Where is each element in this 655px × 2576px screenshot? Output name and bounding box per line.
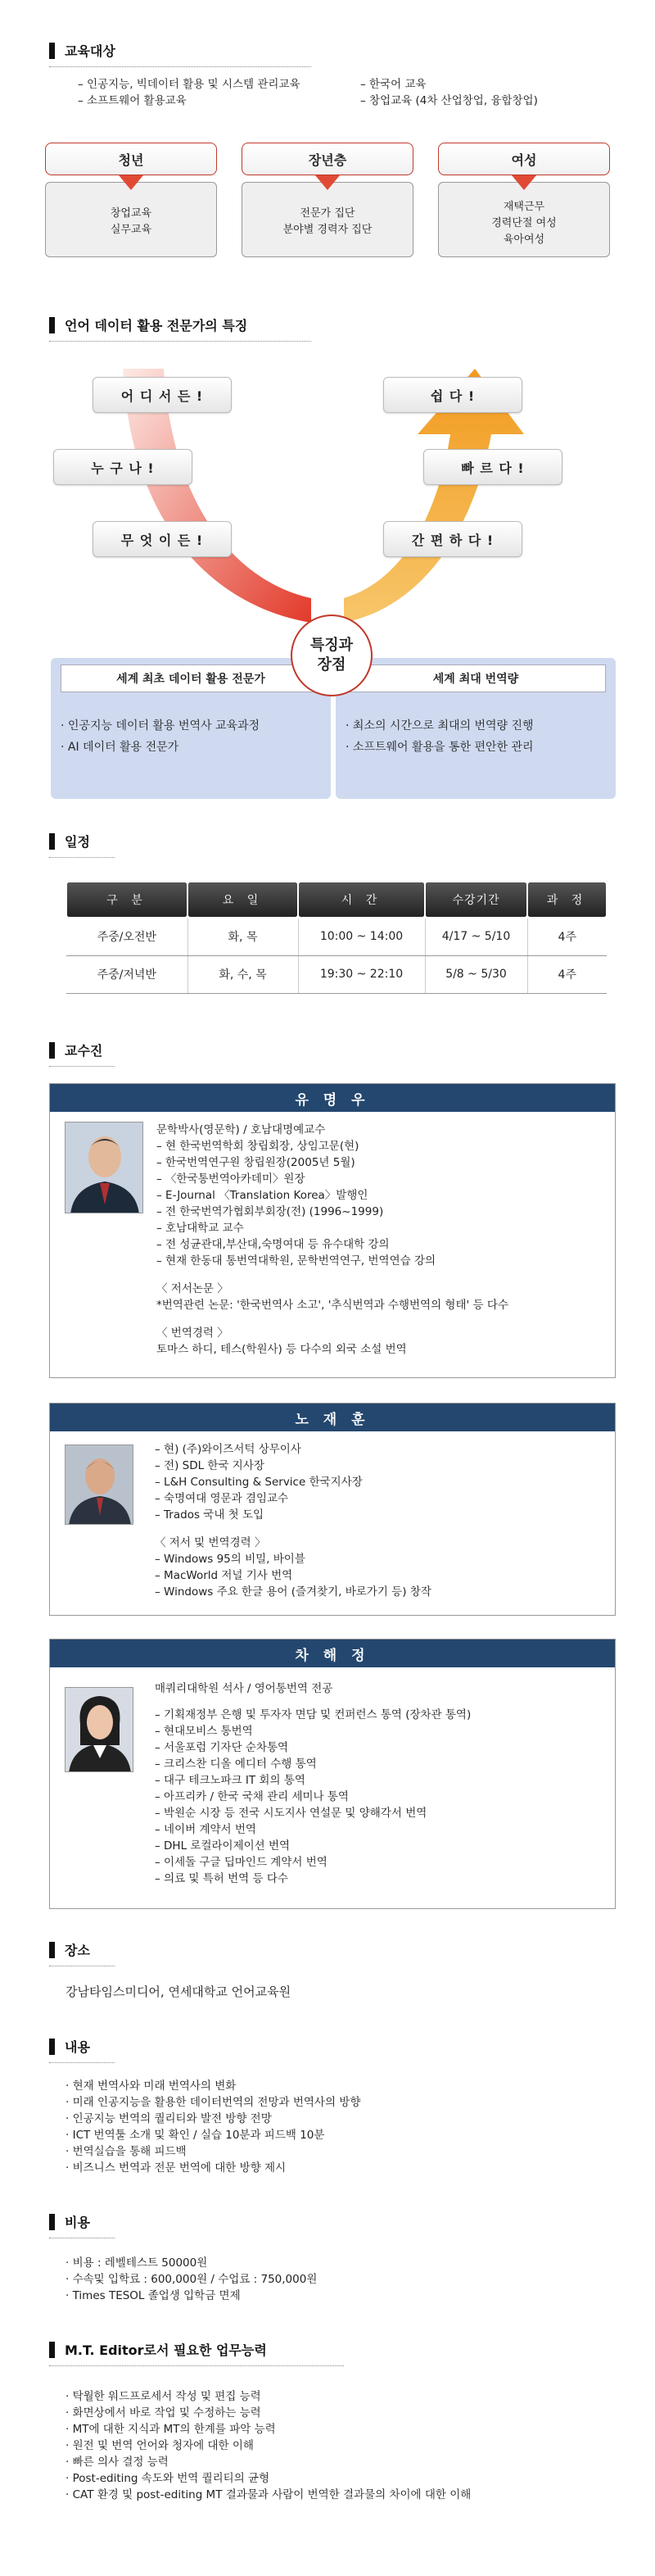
table-header: 시 간 (298, 882, 425, 918)
list-item: · 최소의 시간으로 최대의 번역량 진행 (346, 719, 534, 732)
faculty-name: 차 해 정 (50, 1639, 615, 1667)
bio-line: *번역관련 논문: '한국번역사 소고', '추식번역과 수행번역의 형태' 등 다수 (156, 1299, 508, 1312)
feature-box-title: 세계 최초 데이터 활용 전문가 (61, 664, 321, 692)
section-title: 장소 (65, 1943, 90, 1958)
list-item: · 수속및 입학료 : 600,000원 / 수업료 : 750,000원 (66, 2273, 318, 2286)
features-center-circle (291, 615, 373, 696)
section-schedule-header (49, 832, 90, 850)
bio-line: – 전 성균관대,부산대,숙명여대 등 유수대학 강의 (156, 1238, 390, 1251)
list-item: – 한국어 교육 (360, 78, 427, 91)
bio-line: – 크리스찬 디올 에디터 수행 통역 (155, 1757, 317, 1771)
table-header: 수강기간 (425, 882, 527, 918)
bio-line: – 네이버 계약서 번역 (155, 1823, 256, 1836)
list-item: · 미래 인공지능을 활용한 데이터번역의 전망과 번역사의 방향 (66, 2096, 361, 2109)
bio-line: 토마스 하디, 테스(학원사) 등 다수의 외국 소설 번역 (156, 1343, 407, 1356)
bio-line: – 현대모비스 통번역 (155, 1725, 253, 1738)
table-cell: 10:00 ~ 14:00 (298, 918, 425, 955)
feature-box-title: 세계 최대 번역량 (346, 664, 606, 692)
target-list-right (360, 76, 538, 109)
faculty-bio (155, 1441, 431, 1600)
feature-box-second (336, 658, 616, 799)
section-faculty-header (49, 1041, 102, 1059)
bio-line: – 의료 및 특허 번역 등 다수 (155, 1872, 288, 1885)
person-avatar-icon (66, 1445, 133, 1525)
group-line: 육아여성 (503, 234, 545, 246)
bio-line: – 박원순 시장 등 전국 시도지사 연설문 및 양해각서 번역 (155, 1807, 427, 1820)
table-cell: 19:30 ~ 22:10 (298, 955, 425, 993)
bio-line: 〈 저서 및 번역경력 〉 (155, 1536, 266, 1549)
bio-line: 매쿼리대학원 석사 / 영어통번역 전공 (155, 1682, 333, 1695)
bio-line: – 숙명여대 영문과 겸임교수 (155, 1492, 289, 1505)
target-head-youth: 청년 (45, 143, 217, 175)
list-item: – 창업교육 (4차 산업창업, 융합창업) (360, 94, 538, 107)
table-cell: 주중/저녁반 (66, 955, 187, 993)
list-item: · CAT 환경 및 post-editing MT 결과물과 사람이 번역한 결과물의 차이에 대한 이해 (66, 2488, 472, 2501)
table-cell: 주중/오전반 (66, 918, 187, 955)
faculty-card-2 (49, 1403, 616, 1616)
bio-line: – 아프리카 / 한국 국채 관리 세미나 통역 (155, 1790, 349, 1803)
table-row (66, 955, 607, 993)
group-line: 경력단절 여성 (491, 217, 557, 229)
faculty-photo (65, 1444, 133, 1525)
group-line: 창업교육 (110, 207, 152, 220)
list-item: · MT에 대한 지식과 MT의 한계를 파악 능력 (66, 2423, 276, 2436)
feature-pill-fast: 빠 르 다 ! (423, 449, 562, 485)
list-item: · 비즈니스 번역과 전문 번역에 대한 방향 제시 (66, 2161, 287, 2175)
section-place-header (49, 1940, 90, 1959)
bio-line: – 현) (주)와이즈서턱 상무이사 (155, 1443, 301, 1456)
content-list (66, 2078, 360, 2176)
place-text: 강남타임스미디어, 연세대학교 언어교육원 (66, 1984, 291, 1999)
bio-line: – Trados 국내 첫 도입 (155, 1508, 264, 1522)
table-cell: 4/17 ~ 5/10 (425, 918, 527, 955)
section-title: 교수진 (65, 1043, 103, 1059)
list-item: · 인공지능 데이터 활용 번역사 교육과정 (61, 719, 260, 732)
bio-line: – 대구 테크노파크 IT 회의 통역 (155, 1774, 305, 1787)
table-cell: 화, 목 (187, 918, 298, 955)
center-label: 특징과 (309, 637, 354, 654)
list-item: · 현재 번역사와 미래 번역사의 변화 (66, 2079, 237, 2093)
faculty-card-1 (49, 1083, 616, 1378)
bio-line: 문학박사(영문학) / 호남대명예교수 (156, 1123, 326, 1136)
group-line: 실무교육 (110, 224, 152, 236)
target-head-middle: 장년층 (242, 143, 413, 175)
bio-line: – DHL 로컬라이제이션 번역 (155, 1839, 291, 1853)
arrow-down-icon (315, 175, 340, 190)
table-cell: 4주 (527, 955, 607, 993)
bio-line: – MacWorld 저널 기사 번역 (155, 1569, 293, 1582)
faculty-bio (155, 1680, 471, 1887)
bio-line: – 전 한국번역가협회부회장(전) (1996~1999) (156, 1205, 384, 1218)
bio-line: – Windows 주요 한글 용어 (즐겨찾기, 바로가기 등) 창작 (155, 1585, 431, 1599)
list-item: · AI 데이터 활용 전문가 (61, 741, 179, 754)
list-item: · 소프트웨어 활용을 통한 편안한 관리 (346, 741, 534, 754)
list-item: · 번역실습을 통해 피드백 (66, 2145, 187, 2158)
faculty-bio (156, 1122, 508, 1358)
section-content-header (49, 2037, 90, 2056)
group-line: 재택근무 (503, 201, 545, 213)
bio-line: – 현 한국번역학회 창립회장, 상임고문(현) (156, 1140, 359, 1153)
list-item: · 빠른 의사 결정 능력 (66, 2456, 169, 2469)
table-row (66, 918, 607, 955)
faculty-photo (65, 1122, 143, 1213)
list-item: · 비용 : 레벨테스트 50000원 (66, 2256, 208, 2270)
target-box-women (438, 182, 610, 257)
arrow-down-icon (119, 175, 143, 190)
faculty-name: 유 명 우 (50, 1084, 615, 1112)
list-item: · 원전 및 번역 언어와 청자에 대한 이해 (66, 2439, 254, 2452)
target-box-middle (242, 182, 413, 257)
table-cell: 4주 (527, 918, 607, 955)
list-item: · 인공지능 번역의 퀄리티와 발전 방향 전망 (66, 2112, 272, 2125)
section-title: 일정 (65, 834, 90, 850)
schedule-table (66, 881, 608, 994)
section-title: 언어 데이터 활용 전문가의 특징 (65, 318, 248, 333)
table-cell: 화, 수, 목 (187, 955, 298, 993)
target-box-youth (45, 182, 217, 257)
list-item: · Post-editing 속도와 번역 퀄리티의 균형 (66, 2472, 270, 2485)
bio-line: – Windows 95의 비밀, 바이블 (155, 1553, 305, 1566)
bio-line: – 〈한국통번역아카데미〉원장 (156, 1172, 305, 1186)
feature-pill-anywhere: 어 디 서 든 ! (93, 377, 232, 413)
bio-line: – 호남대학교 교수 (156, 1222, 244, 1235)
table-header: 요 일 (187, 882, 298, 918)
section-target-header (49, 41, 115, 60)
bio-line: – E-Journal 〈Translation Korea〉발행인 (156, 1189, 368, 1202)
list-item: · ICT 번역툴 소개 및 확인 / 실습 10분과 피드백 10분 (66, 2129, 325, 2142)
feature-pill-anything: 무 엇 이 든 ! (93, 521, 232, 557)
person-avatar-icon (66, 1122, 143, 1213)
target-list-left (78, 76, 300, 109)
list-item: – 인공지능, 빅데이터 활용 및 시스템 관리교육 (78, 78, 300, 91)
table-header: 과 정 (527, 882, 607, 918)
section-title: 비용 (65, 2215, 90, 2230)
faculty-name: 노 재 훈 (50, 1404, 615, 1431)
group-line: 전문가 집단 (300, 207, 355, 220)
feature-pill-simple: 간 편 하 다 ! (383, 521, 522, 557)
bio-line: 〈 저서논문 〉 (156, 1282, 228, 1295)
table-header: 구 분 (66, 882, 187, 918)
section-features-header (49, 315, 247, 334)
abilities-list (66, 2388, 471, 2503)
section-cost-header (49, 2212, 90, 2231)
bio-line: – L&H Consulting & Service 한국지사장 (155, 1476, 363, 1489)
cost-list (66, 2255, 317, 2304)
target-head-women: 여성 (438, 143, 610, 175)
bio-line: – 기획재정부 은행 및 투자자 면담 및 컨퍼런스 통역 (장차관 통역) (155, 1708, 472, 1721)
bio-line: – 한국번역연구원 창립원장(2005년 5월) (156, 1156, 355, 1169)
section-title: M.T. Editor로서 필요한 업무능력 (65, 2342, 267, 2358)
section-title: 내용 (65, 2039, 90, 2055)
arrow-down-icon (512, 175, 536, 190)
feature-pill-anyone: 누 구 나 ! (53, 449, 192, 485)
list-item: – 소프트웨어 활용교육 (78, 94, 187, 107)
section-abilities-header (49, 2340, 267, 2359)
bio-line: – 서울포럼 기자단 순차통역 (155, 1741, 289, 1754)
faculty-photo (65, 1687, 133, 1772)
faculty-card-3 (49, 1639, 616, 1909)
bio-line: – 전) SDL 한국 지사장 (155, 1459, 264, 1472)
list-item: · 화면상에서 바로 작업 및 수정하는 능력 (66, 2406, 261, 2420)
list-item: · 탁월한 워드프로세서 작성 및 편집 능력 (66, 2390, 261, 2403)
feature-pill-easy: 쉽 다 ! (383, 377, 522, 413)
bio-line: 〈 번역경력 〉 (156, 1327, 228, 1340)
list-item: · Times TESOL 졸업생 입학금 면제 (66, 2289, 241, 2302)
center-label: 장점 (317, 656, 346, 673)
bio-line: – 이세돌 구글 딥마인드 계약서 번역 (155, 1856, 328, 1869)
group-line: 분야별 경력자 집단 (282, 224, 373, 236)
bio-line: – 현재 한동대 통번역대학원, 문학번역연구, 번역연습 강의 (156, 1254, 436, 1268)
person-avatar-icon (66, 1688, 133, 1772)
table-cell: 5/8 ~ 5/30 (425, 955, 527, 993)
section-title: 교육대상 (65, 43, 115, 59)
feature-box-first (51, 658, 331, 799)
